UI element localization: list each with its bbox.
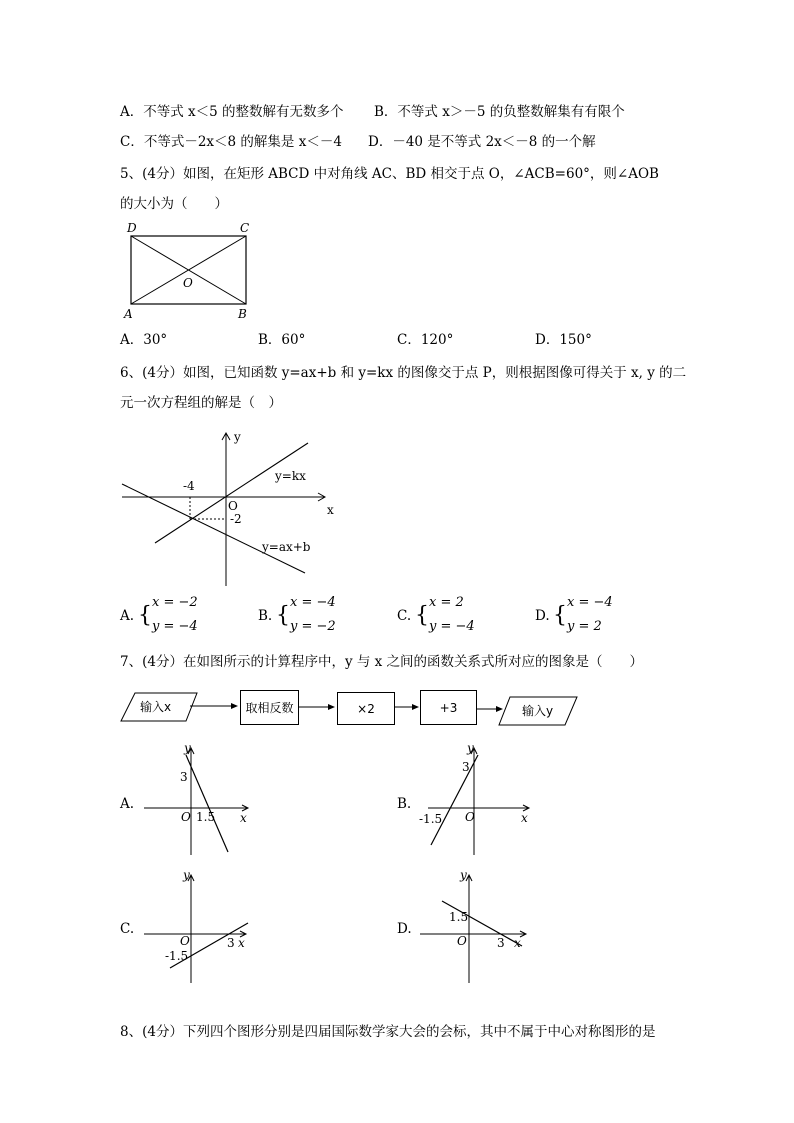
q6-option-b-label: B. bbox=[258, 608, 273, 624]
q7d-origin: O bbox=[457, 934, 467, 948]
q5-option-a: A．30° bbox=[120, 332, 168, 348]
q4-option-d: D．－40 是不等式 2x＜－8 的一个解 bbox=[368, 134, 596, 150]
q6-option-a-label: A. bbox=[120, 608, 135, 624]
q7b-num-2: -1.5 bbox=[419, 812, 443, 826]
q6-tick-y: -2 bbox=[230, 512, 242, 526]
q7b-y-label: y bbox=[467, 741, 474, 755]
q7d-x-label: x bbox=[514, 936, 521, 950]
brace-icon: { bbox=[138, 603, 152, 628]
q6-stem-line2: 元一次方程组的解是（ ） bbox=[120, 395, 282, 411]
q7d-num-2: 3 bbox=[497, 936, 505, 950]
q7b-x-label: x bbox=[521, 811, 528, 825]
q7b-origin: O bbox=[465, 810, 475, 824]
brace-icon: { bbox=[415, 603, 429, 628]
q7b-num-1: 3 bbox=[462, 760, 470, 774]
q4-option-b: B．不等式 x＞－5 的负整数解集有有限个 bbox=[374, 104, 625, 120]
q7c-num-1: -1.5 bbox=[165, 949, 189, 963]
flow-step-negate: 取相反数 bbox=[240, 690, 299, 725]
q6-stem-line1: 6、(4分）如图，已知函数 y=ax+b 和 y=kx 的图像交于点 P，则根据图像可得关于 x, y 的二 bbox=[120, 365, 687, 381]
q7-option-d-label: D. bbox=[397, 921, 412, 937]
q6-tick-x: -4 bbox=[183, 479, 195, 493]
brace-icon: { bbox=[276, 603, 290, 628]
q6-option-d-x: x = −4 bbox=[567, 595, 613, 610]
q7c-num-2: 3 bbox=[227, 936, 235, 950]
q6-option-d-label: D. bbox=[535, 608, 550, 624]
q7a-x-label: x bbox=[240, 811, 247, 825]
q7a-y-label: y bbox=[184, 741, 191, 755]
q6-option-b-y: y = −2 bbox=[290, 619, 336, 634]
q5-label-o: O bbox=[183, 276, 193, 290]
q7d-y-label: y bbox=[460, 868, 467, 882]
q6-option-b-x: x = −4 bbox=[290, 595, 336, 610]
q5-label-a: A bbox=[124, 307, 133, 321]
q7-option-c-label: C. bbox=[120, 921, 135, 937]
q5-option-d: D．150° bbox=[535, 332, 592, 348]
q4-option-c: C．不等式－2x＜8 的解集是 x＜－4 bbox=[120, 134, 342, 150]
q6-option-a-y: y = −4 bbox=[152, 619, 198, 634]
q6-option-c-y: y = −4 bbox=[429, 619, 475, 634]
q7c-y-label: y bbox=[183, 868, 190, 882]
q7a-num-1: 3 bbox=[180, 770, 188, 784]
flow-input-label: 输入x bbox=[140, 700, 172, 714]
q7a-num-2: 1.5 bbox=[196, 810, 216, 824]
q6-x-axis-label: x bbox=[327, 503, 334, 517]
q7a-origin: O bbox=[181, 810, 191, 824]
flow-step-times2: ×2 bbox=[337, 692, 395, 725]
q5-stem-line2: 的大小为（ ） bbox=[120, 196, 228, 212]
q7-stem: 7、(4分）在如图所示的计算程序中，y 与 x 之间的函数关系式所对应的图象是（ ） bbox=[120, 654, 644, 670]
q5-label-d: D bbox=[127, 221, 137, 235]
q5-label-b: B bbox=[238, 307, 247, 321]
flow-output-label: 输入y bbox=[522, 704, 554, 718]
q5-option-b: B．60° bbox=[258, 332, 306, 348]
brace-icon: { bbox=[553, 603, 567, 628]
q6-option-a-x: x = −2 bbox=[152, 595, 198, 610]
q7-option-a-label: A. bbox=[120, 796, 135, 812]
q6-line-kx-label: y=kx bbox=[275, 469, 306, 483]
q7c-x-label: x bbox=[238, 936, 245, 950]
q6-origin-label: O bbox=[228, 499, 238, 513]
q6-option-c-label: C. bbox=[397, 608, 412, 624]
q8-stem: 8、(4分）下列四个图形分别是四届国际数学家大会的会标，其中不属于中心对称图形的是 bbox=[120, 1024, 656, 1040]
q6-option-c-x: x = 2 bbox=[429, 595, 464, 610]
q5-stem-line1: 5、(4分）如图，在矩形 ABCD 中对角线 AC、BD 相交于点 O，∠ACB=60°，则∠AOB bbox=[120, 166, 659, 182]
q7c-origin: O bbox=[180, 934, 190, 948]
q7d-num-1: 1.5 bbox=[449, 910, 469, 924]
flow-step-plus3: +3 bbox=[420, 690, 477, 725]
q6-line-axb-label: y=ax+b bbox=[262, 540, 311, 554]
q7-option-b-label: B. bbox=[397, 796, 412, 812]
q5-option-c: C．120° bbox=[397, 332, 454, 348]
q6-option-d-y: y = 2 bbox=[567, 619, 602, 634]
q5-label-c: C bbox=[240, 221, 250, 235]
q6-y-axis-label: y bbox=[234, 430, 241, 444]
q4-option-a: A．不等式 x＜5 的整数解有无数多个 bbox=[120, 104, 344, 120]
